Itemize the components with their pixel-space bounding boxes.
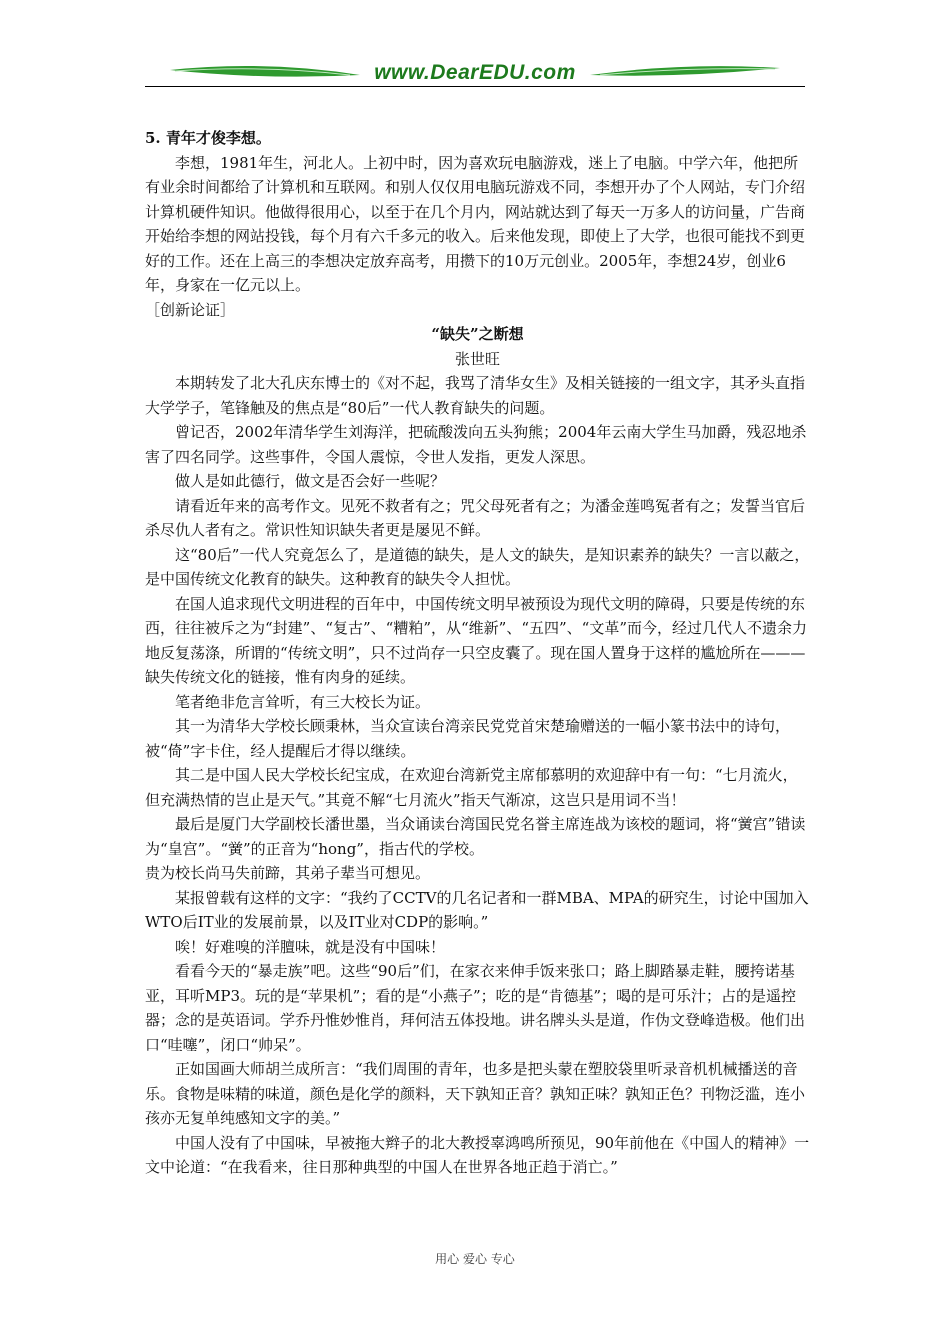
section-heading: ［创新论证］ [145,300,236,319]
paragraph: 中国人没有了中国味，早被拖大辫子的北大教授辜鸿鸣所预见，90年前他在《中国人的精神》一文中论道：“在我看来，往日那种典型的中国人在世界各地正趋于消亡。” [145,1133,810,1176]
paragraph: 其一为清华大学校长顾秉林，当众宣读台湾亲民党党首宋楚瑜赠送的一幅小篆书法中的诗句，被“倚”字卡住，经人提醒后才得以继续。 [145,717,791,760]
paragraph: 做人是如此德行，做文是否会好一些呢？ [175,472,446,490]
site-logo-text: www.DearEDU.com [374,61,576,84]
page-footer: 用心 爱心 专心 [435,1252,515,1266]
header-rule [145,86,805,87]
paragraph: 在国人追求现代文明进程的百年中，中国传统文明早被预设为现代文明的障碍，只要是传统的东西，往往被斥之为“封建”、“复古”、“糟粕”，从“维新”、“五四”、“文革”而今，经过几代人不遗余力地反复荡涤，所谓的“传统文明”，只不过尚存一只空皮囊了。现在国人置身于这样的尴尬所在———缺失传统文化的链接，惟有肉身的延续。 [145,594,808,686]
paragraph: 最后是厦门大学副校长潘世墨，当众诵读台湾国民党名誉主席连战为该校的题词，将“黉宫”错读为“皇宫”。“黉”的正音为“hong”，指古代的学校。 [145,815,806,858]
paragraph: 贵为校长尚马失前蹄，其弟子辈当可想见。 [145,864,431,882]
paragraph: 某报曾载有这样的文字：“我约了CCTV的几名记者和一群MBA、MPA的研究生，讨论中国加入WTO后IT业的发展前景，以及IT业对CDP的影响。” [145,888,809,931]
paragraph: 唉！好难嗅的洋膻味，就是没有中国味！ [175,937,446,956]
paragraph: 本期转发了北大孔庆东博士的《对不起，我骂了清华女生》及相关链接的一组文字，其矛头直指大学学子，笔锋触及的焦点是“80后”一代人教育缺失的问题。 [145,374,806,417]
article-title: “缺失”之断想 [431,325,524,343]
paragraph: 其二是中国人民大学校长纪宝成，在欢迎台湾新党主席郁慕明的欢迎辞中有一句：“七月流火，但充满热情的岂止是天气。”其竟不解“七月流火”指天气渐凉，这岂只是用词不当！ [145,766,798,809]
paragraph: 这“80后”一代人究竟怎么了，是道德的缺失，是人文的缺失，是知识素养的缺失？一言以蔽之，是中国传统文化教育的缺失。这种教育的缺失令人担忧。 [145,545,810,588]
paragraph: 请看近年来的高考作文。见死不救者有之；咒父母死者有之；为潘金莲鸣冤者有之；发誓当官后杀尽仇人者有之。常识性知识缺失者更是屡见不鲜。 [145,496,806,539]
section-title: 5. 青年才俊李想。 [145,129,271,147]
document-body [145,126,810,1180]
paragraph: 李想，1981年生，河北人。上初中时，因为喜欢玩电脑游戏，迷上了电脑。中学六年，他把所有业余时间都给了计算机和互联网。和别人仅仅用电脑玩游戏不同，李想开办了个人网站，专门介绍计算机硬件知识。他做得很用心，以至于在几个月内，网站就达到了每天一万多人的访问量，广告商开始给李想的网站投钱，每个月有六千多元的收入。后来他发现，即使上了大学，也很可能找不到更好的工作。还在上高三的李想决定放弃高考，用攒下的10万元创业。2005年，李想24岁，创业6年，身家在一亿元以上。 [145,153,806,294]
article-author: 张世旺 [454,349,500,368]
paragraph: 笔者绝非危言耸听，有三大校长为证。 [175,692,431,711]
paragraph: 曾记否，2002年清华学生刘海洋，把硫酸泼向五头狗熊；2004年云南大学生马加爵，残忍地杀害了四名同学。这些事件，令国人震惊，令世人发指，更发人深思。 [145,423,807,466]
paragraph: 看看今天的“暴走族”吧。这些“90后”们，在家衣来伸手饭来张口；路上脚踏暴走鞋，腰挎诺基亚，耳听MP3。玩的是“苹果机”；看的是“小燕子”；吃的是“肯德基”；喝的是可乐汁；占的是遥控器；念的是英语词。学乔丹惟妙惟肖，拜何洁五体投地。讲名牌头头是道，作伪文登峰造极。他们出口“哇噻”，闭口“帅呆”。 [145,962,806,1054]
paragraph: 正如国画大师胡兰成所言：“我们周围的青年，也多是把头蒙在塑胶袋里听录音机机械播送的音乐。食物是味精的味道，颜色是化学的颜料，天下孰知正音？孰知正味？孰知正色？刊物泛滥，连小孩亦无复单纯感知文字的美。” [145,1060,806,1127]
